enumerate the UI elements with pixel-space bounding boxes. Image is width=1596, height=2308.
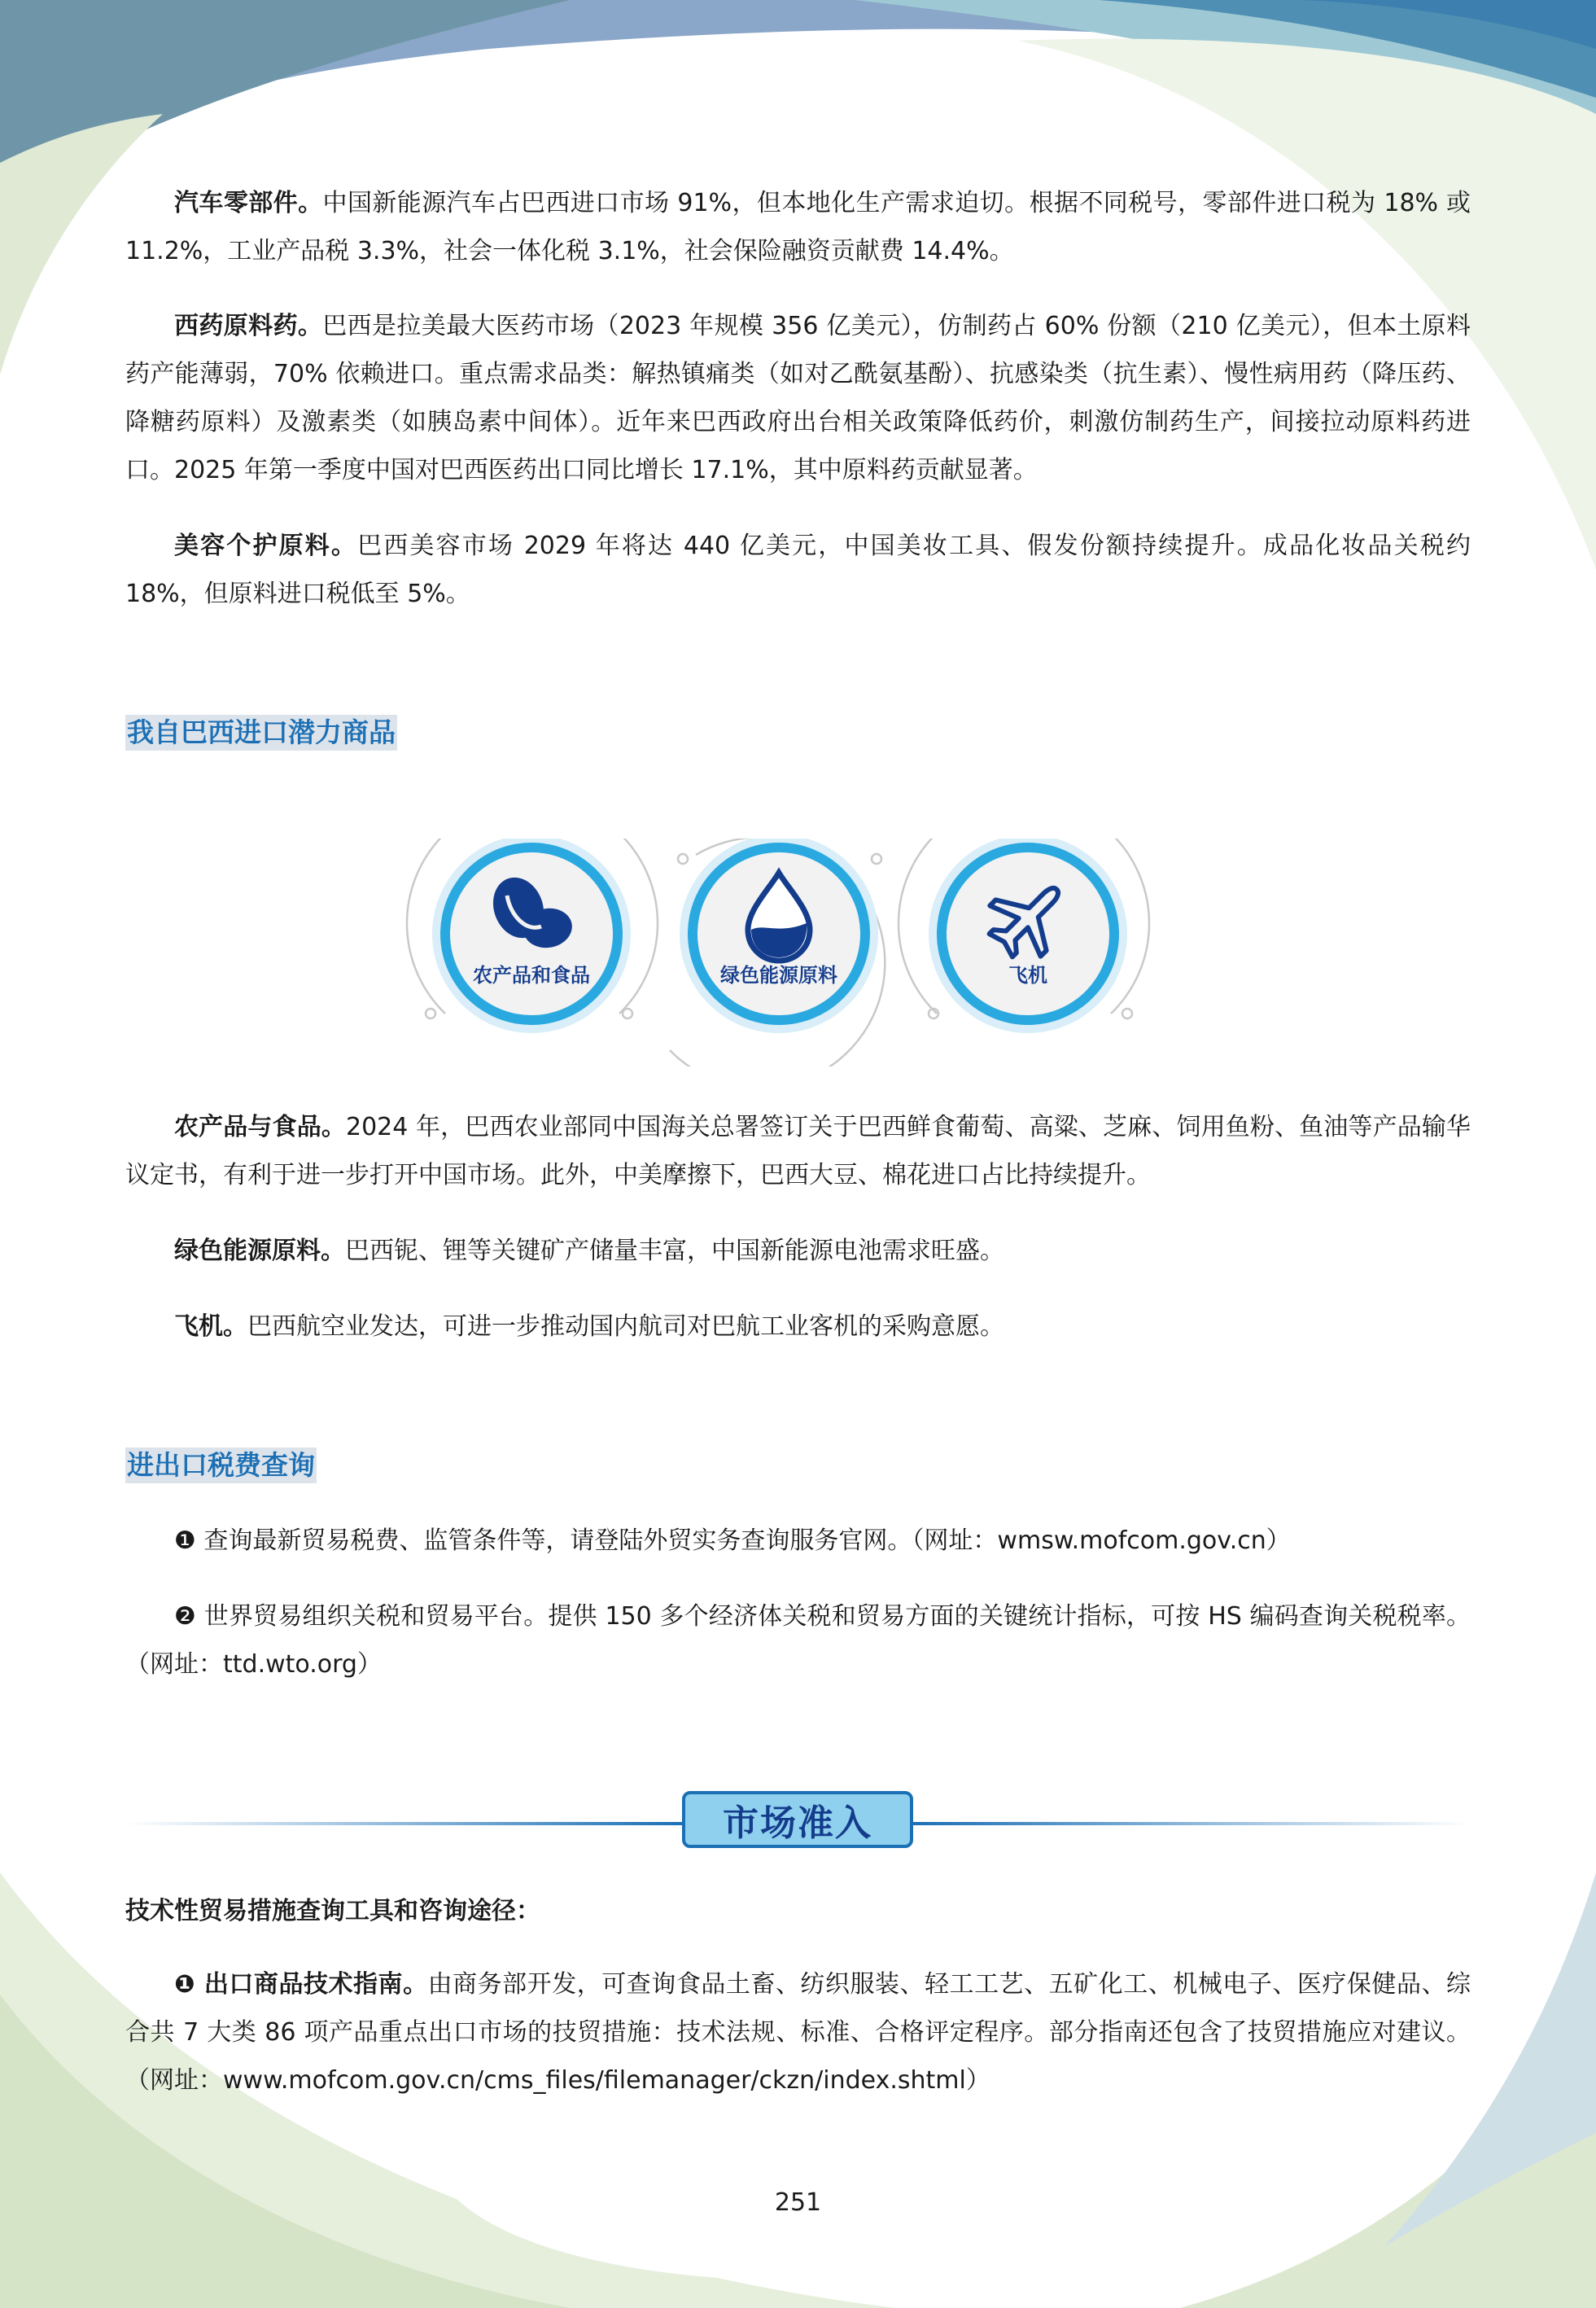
access-subtitle: 技术性贸易措施查询工具和咨询途径： bbox=[125, 1897, 540, 1925]
banner-line-left bbox=[125, 1822, 684, 1825]
paragraph-lead: 农产品与食品。 bbox=[174, 1113, 346, 1141]
paragraph-pharma bbox=[125, 302, 1471, 494]
icon-label: 绿色能源原料 bbox=[720, 964, 837, 987]
access-item-1 bbox=[125, 1960, 1471, 2104]
paragraph-text: 巴西铌、锂等关键矿产储量丰富，中国新能源电池需求旺盛。 bbox=[345, 1237, 1004, 1265]
icon-label: 农产品和食品 bbox=[473, 964, 590, 987]
paragraph-lead: 美容个护原料。 bbox=[174, 532, 358, 560]
airplane-icon bbox=[929, 839, 1127, 1033]
paragraph-text: 巴西航空业发达，可进一步推动国内航司对巴航工业客机的采购意愿。 bbox=[247, 1312, 1004, 1341]
tax-item-1: ❶ 查询最新贸易税费、监管条件等，请登陆外贸实务查询服务官网。（网址：wmsw.mofcom.gov.cn） bbox=[174, 1526, 1291, 1555]
paragraph-text: 巴西是拉美最大医药市场（2023 年规模 356 亿美元），仿制药占 60% 份额（210 亿美元），但本土原料药产能薄弱，70% 依赖进口。重点需求品类：解热镇痛类（如对乙酰氨基酚）、抗感染类（抗生素）、慢性病用药（降压药、降糖药原料）及激素类（如胰岛素中间体）。近年来巴西政府出台相关政策降低药价，刺激仿制药生产，间接拉动原料药进口。2025 年第一季度中国对巴西医药出口同比增长 17.1%，其中原料药贡献显著。 bbox=[125, 312, 1471, 484]
section-title-import: 我自巴西进口潜力商品 bbox=[125, 715, 397, 751]
market-access-banner bbox=[125, 1791, 1471, 1856]
banner-title: 市场准入 bbox=[682, 1791, 913, 1848]
paragraph-lead: 西药原料药。 bbox=[174, 312, 323, 340]
paragraph-text: 由商务部开发，可查询食品土畜、纺织服装、轻工工艺、五矿化工、机械电子、医疗保健品、综合共 7 大类 86 项产品重点出口市场的技贸措施：技术法规、标准、合格评定程序。部分指南还包含了技贸措施应对建议。（网址：www.mofcom.gov.cn/cms_files/filemanager/ckzn/index.shtml） bbox=[125, 1970, 1471, 2095]
page-number: 251 bbox=[774, 2188, 822, 2217]
import-goods-icons bbox=[396, 839, 1161, 1066]
drop-icon bbox=[680, 839, 878, 1033]
beans-icon bbox=[432, 839, 631, 1033]
paragraph-aircraft bbox=[125, 1303, 1471, 1351]
paragraph-beauty bbox=[125, 522, 1471, 618]
paragraph-lead: 汽车零部件。 bbox=[174, 189, 323, 217]
banner-line-right bbox=[913, 1822, 1471, 1825]
paragraph-green-energy bbox=[125, 1227, 1471, 1275]
paragraph-lead: 飞机。 bbox=[174, 1312, 247, 1341]
paragraph-text: 巴西美容市场 2029 年将达 440 亿美元，中国美妆工具、假发份额持续提升。成品化妆品关税约 18%，但原料进口税低至 5%。 bbox=[125, 532, 1471, 608]
paragraph-text: 2024 年，巴西农业部同中国海关总署签订关于巴西鲜食葡萄、高粱、芝麻、饲用鱼粉、鱼油等产品输华议定书，有利于进一步打开中国市场。此外，中美摩擦下，巴西大豆、棉花进口占比持续提升。 bbox=[125, 1113, 1471, 1189]
icon-label: 飞机 bbox=[1008, 964, 1047, 987]
paragraph-lead: 绿色能源原料。 bbox=[174, 1237, 345, 1265]
paragraph-agri bbox=[125, 1103, 1471, 1199]
paragraph-lead: ❶ 出口商品技术指南。 bbox=[174, 1970, 428, 1999]
paragraph-auto-parts bbox=[125, 179, 1471, 275]
tax-item-2: ❷ 世界贸易组织关税和贸易平台。提供 150 多个经济体关税和贸易方面的关键统计指标，可按 HS 编码查询关税税率。（网址：ttd.wto.org） bbox=[125, 1602, 1471, 1679]
paragraph-text: 中国新能源汽车占巴西进口市场 91%，但本地化生产需求迫切。根据不同税号，零部件进口税为 18% 或 11.2%，工业产品税 3.3%，社会一体化税 3.1%，社会保险融资贡献费 14.4%。 bbox=[125, 189, 1471, 265]
section-title-tax: 进出口税费查询 bbox=[125, 1447, 317, 1483]
